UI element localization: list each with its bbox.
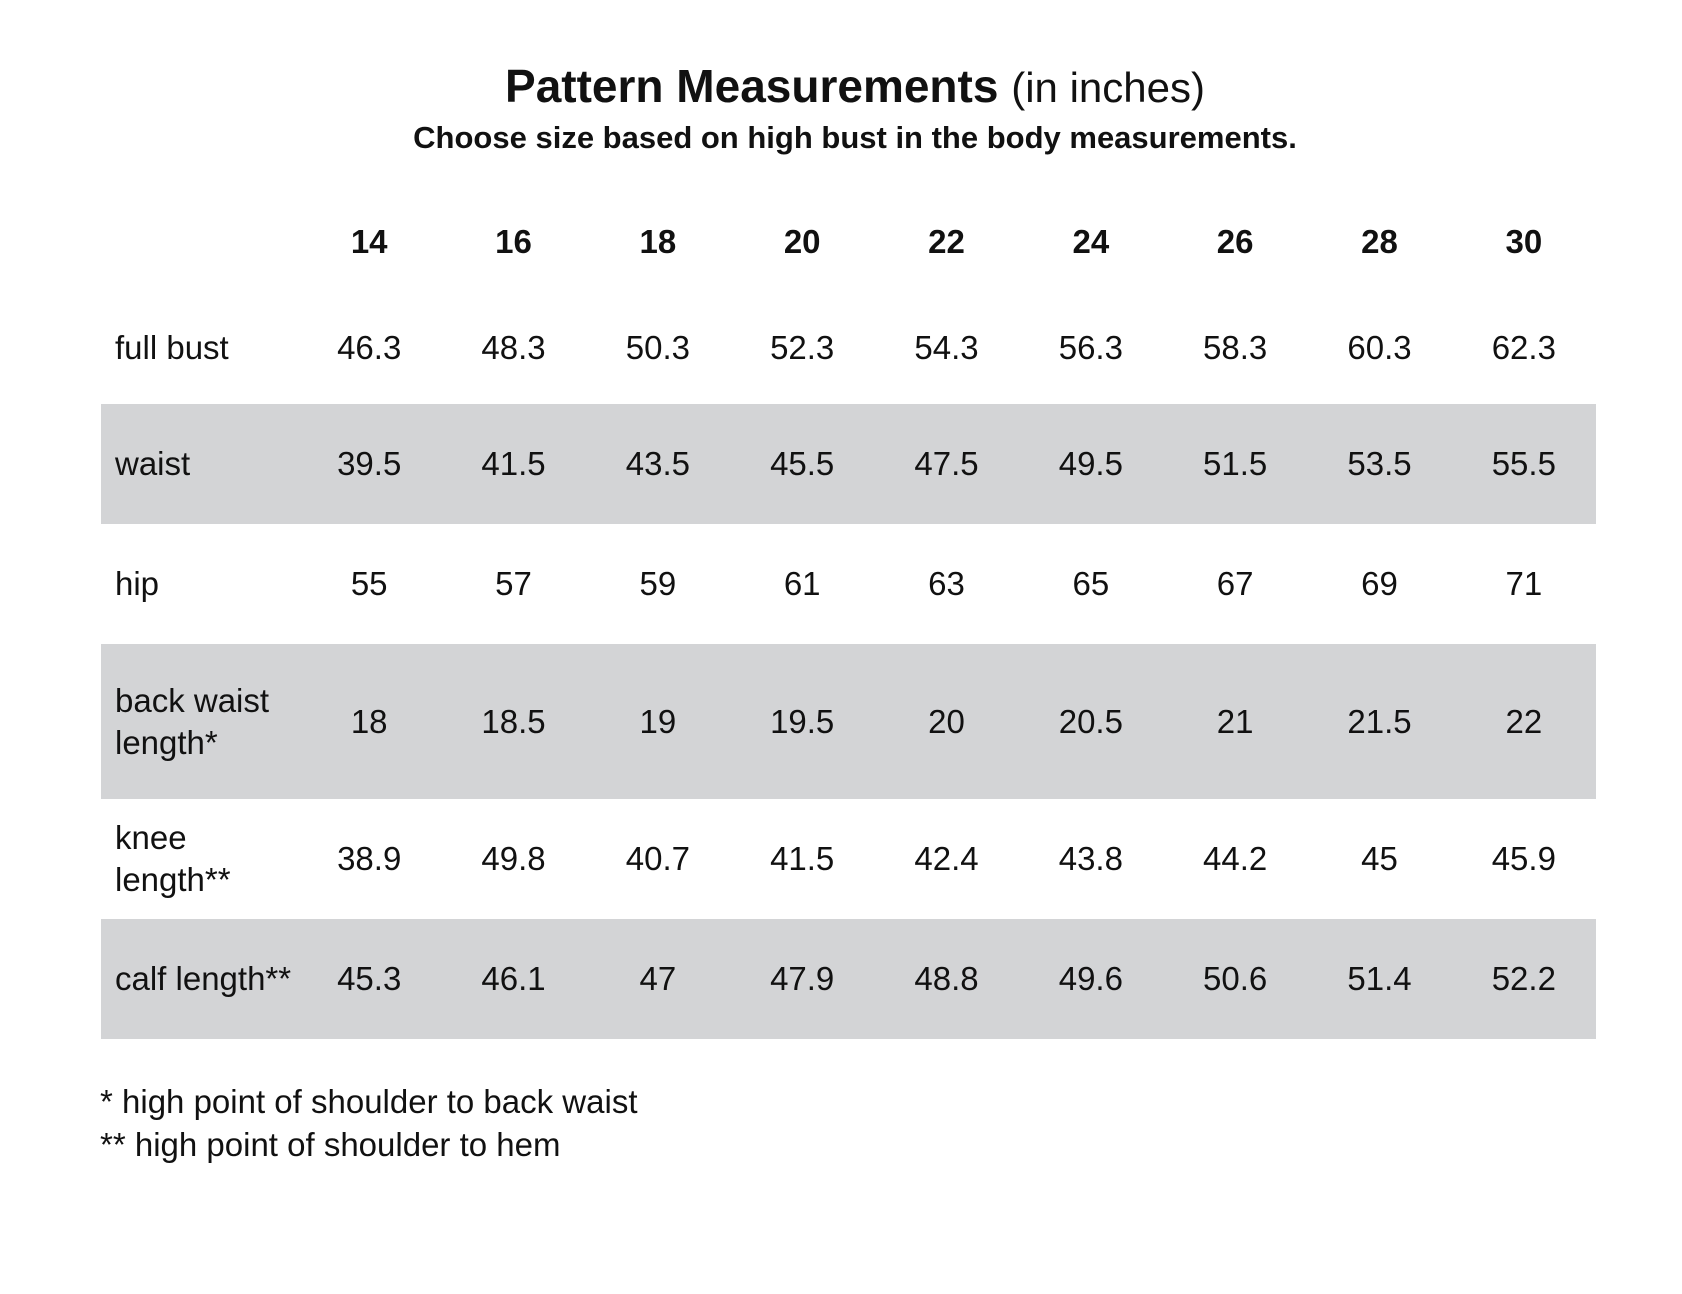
table-cell: 19 [586,644,730,799]
table-cell: 57 [495,565,532,602]
footnote-back-waist: * high point of shoulder to back waist [100,1083,638,1120]
table-cell: 20.5 [1019,644,1163,799]
page-subtitle: Choose size based on high bust in the body measurements. [413,120,1297,155]
table-cell: 39.5 [297,404,441,524]
table-cell: 53.5 [1307,404,1451,524]
table-cell: 22 [1452,644,1596,799]
table-cell: 52.2 [1452,919,1596,1039]
row-label: waist [101,404,297,524]
table-cell: 40.7 [625,840,690,877]
table-cell: 47.9 [730,919,874,1039]
table-cell: 44.2 [1203,840,1268,877]
row-label: back waist length* [101,644,297,799]
table-cell: 18 [297,644,441,799]
row-label: hip [115,565,160,602]
table-row-calf-length [101,919,1596,1039]
table-cell: 58.3 [1203,329,1268,366]
table-cell: 61 [783,565,821,602]
header-empty-cell [101,192,297,292]
table-cell: 49.5 [1019,404,1163,524]
table-cell: 67 [1216,565,1254,602]
table-cell: 50.3 [625,329,690,366]
table-cell: 47.5 [874,404,1018,524]
table-cell: 42.4 [914,840,979,877]
table-row-knee-length [101,799,1596,919]
table-cell: 49.6 [1019,919,1163,1039]
row-label: knee length** [115,819,231,898]
size-header: 28 [1361,223,1398,260]
measurements-table [101,192,1596,1039]
table-cell: 65 [1072,565,1110,602]
table-cell: 55 [350,565,388,602]
table-cell: 18.5 [441,644,585,799]
table-cell: 19.5 [730,644,874,799]
size-header: 16 [495,223,532,260]
table-cell: 71 [1505,565,1543,602]
page-title [0,58,1682,116]
table-cell: 45 [1361,840,1398,877]
table-cell: 56.3 [1058,329,1123,366]
table-cell: 45.9 [1491,840,1556,877]
size-header-row [101,192,1596,292]
table-cell: 48.3 [481,329,546,366]
table-cell: 46.1 [441,919,585,1039]
size-header: 30 [1505,223,1543,260]
table-cell: 46.3 [337,329,402,366]
table-row-hip [101,524,1596,644]
table-cell: 21.5 [1307,644,1451,799]
table-row-full-bust [101,292,1596,404]
table-cell: 62.3 [1491,329,1556,366]
row-label: full bust [115,329,229,366]
table-cell: 59 [639,565,677,602]
size-header: 20 [783,223,821,260]
row-label: calf length** [101,919,297,1039]
table-cell: 55.5 [1452,404,1596,524]
table-cell: 48.8 [874,919,1018,1039]
table-cell: 21 [1163,644,1307,799]
table-cell: 60.3 [1347,329,1412,366]
table-cell: 43.5 [586,404,730,524]
size-header: 24 [1072,223,1110,260]
title-unit: (in inches) [1011,64,1205,111]
table-cell: 63 [928,565,965,602]
title-main: Pattern Measurements [505,60,999,112]
size-header: 22 [928,223,965,260]
footnotes [100,1080,638,1166]
size-header: 14 [350,223,388,260]
table-cell: 51.5 [1163,404,1307,524]
table-cell: 43.8 [1058,840,1123,877]
table-cell: 20 [874,644,1018,799]
table-cell: 52.3 [770,329,835,366]
table-cell: 41.5 [770,840,835,877]
table-cell: 49.8 [481,840,546,877]
table-cell: 51.4 [1307,919,1451,1039]
table-cell: 69 [1361,565,1398,602]
size-header: 18 [639,223,677,260]
table-row-waist [101,404,1596,524]
table-cell: 45.3 [297,919,441,1039]
table-cell: 47 [586,919,730,1039]
table-cell: 45.5 [730,404,874,524]
table-cell: 41.5 [441,404,585,524]
table-cell: 38.9 [337,840,402,877]
footnote-length: ** high point of shoulder to hem [100,1126,561,1163]
table-cell: 50.6 [1163,919,1307,1039]
table-row-back-waist-length [101,644,1596,799]
table-cell: 54.3 [914,329,979,366]
size-header: 26 [1216,223,1254,260]
